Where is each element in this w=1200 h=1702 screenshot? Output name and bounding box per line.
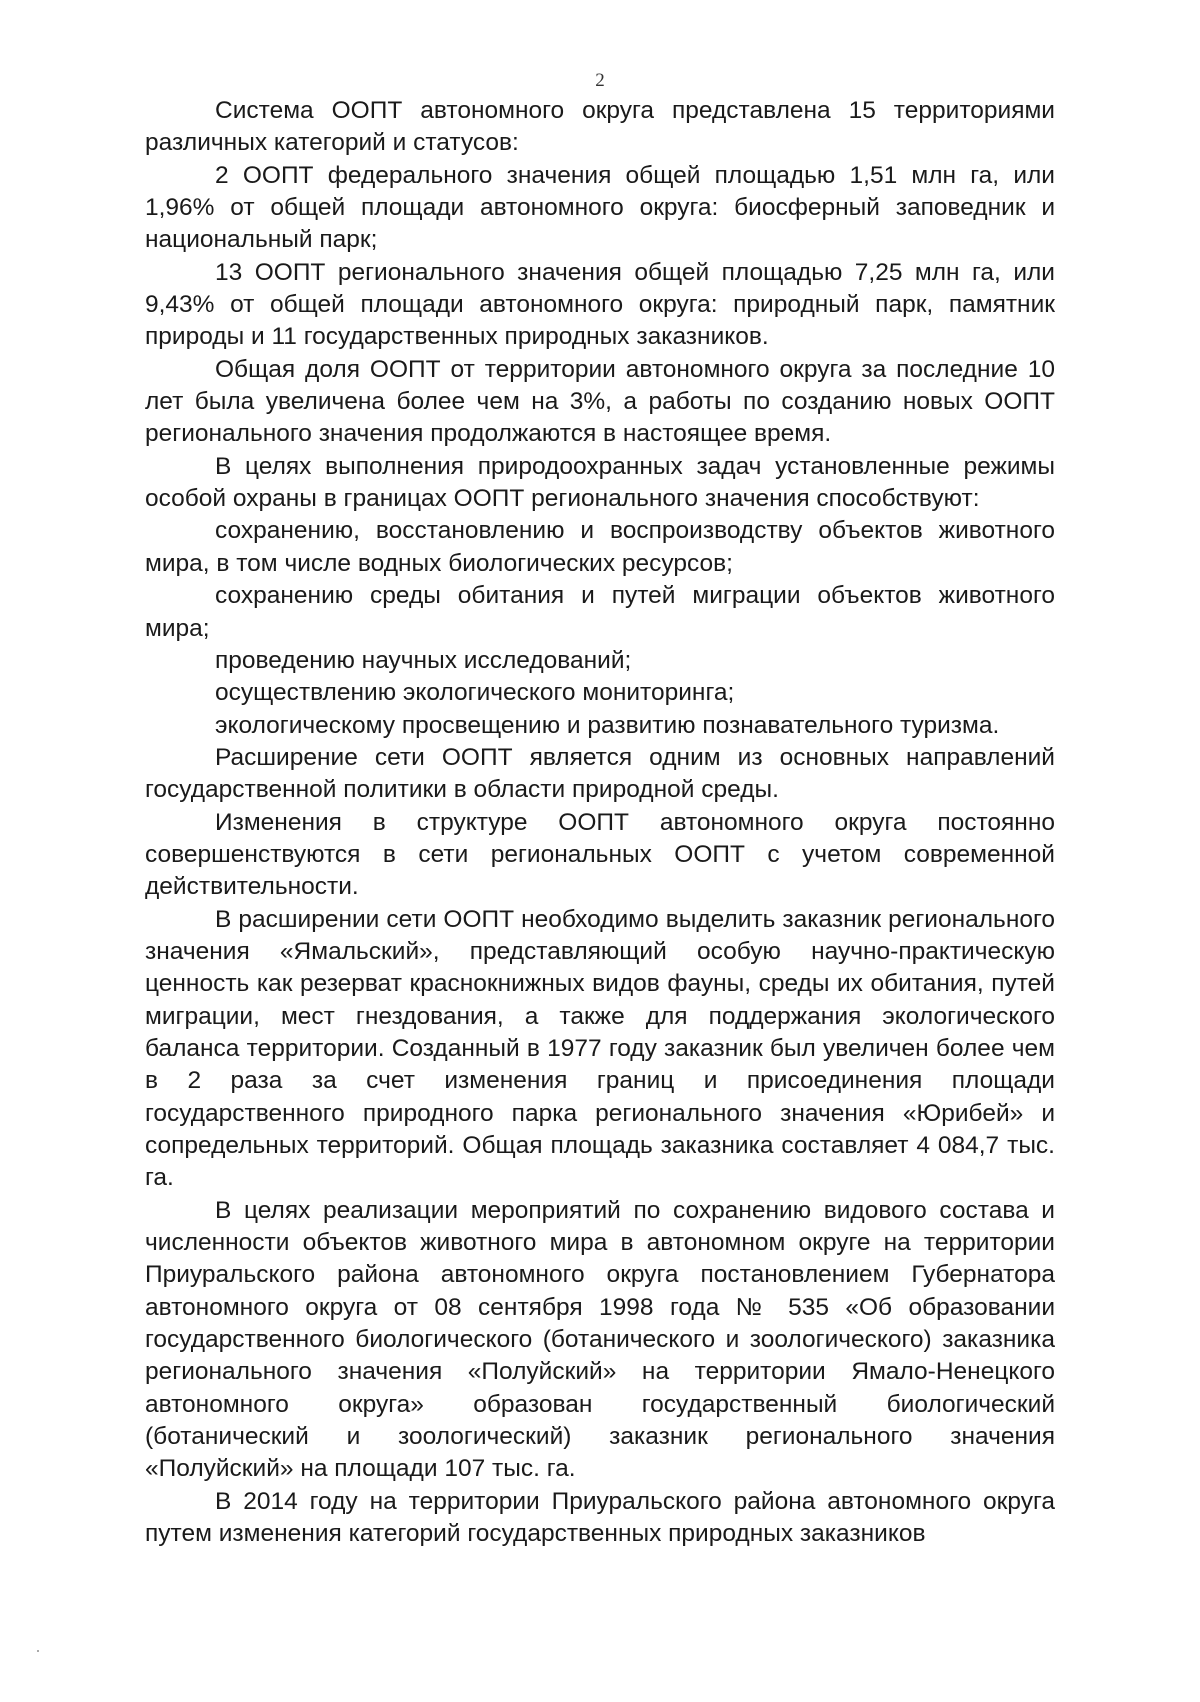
list-item: проведению научных исследований;	[215, 646, 632, 674]
list-item: сохранению, восстановлению и воспроизводству объектов животного мира, в том числе водных биологических ресурсов;	[145, 517, 1055, 577]
paragraph: 13 ООПТ регионального значения общей площадью 7,25 млн га, или 9,43% от общей площади автономного округа: природный парк, памятник природы и 11 государственных природных заказников.	[145, 258, 1055, 351]
paragraph: Общая доля ООПТ от территории автономного округа за последние 10 лет была увеличена более чем на 3%, а работы по созданию новых ООПТ регионального значения продолжаются в настоящее время.	[145, 355, 1055, 448]
paragraph: В расширении сети ООПТ необходимо выделить заказник регионального значения «Ямальский», представляющий особую научно-практическую ценность как резерват краснокнижных видов фауны, среды их обитания, путей миграции, мест гнездования, а также для поддержания экологического баланса территории. Созданный в 1977 году заказник был увеличен более чем в 2 раза за счет изменения границ и присоединения площади государственного природного парка регионального значения «Юрибей» и сопредельных территорий. Общая площадь заказника составляет 4 084,7 тыс. га.	[145, 905, 1055, 1192]
document-body	[145, 95, 1055, 1550]
paragraph: 2 ООПТ федерального значения общей площадью 1,51 млн га, или 1,96% от общей площади автономного округа: биосферный заповедник и национальный парк;	[145, 161, 1055, 254]
paragraph: В целях выполнения природоохранных задач установленные режимы особой охраны в границах ООПТ регионального значения способствуют:	[145, 452, 1055, 513]
paragraph: Система ООПТ автономного округа представлена 15 территориями различных категорий и статусов:	[145, 97, 1055, 157]
paragraph: В 2014 году на территории Приуральского района автономного округа путем изменения категорий государственных природных заказников	[145, 1487, 1055, 1548]
paragraph: Изменения в структуре ООПТ автономного округа постоянно совершенствуются в сети региональных ООПТ с учетом современной действительности.	[145, 808, 1055, 901]
paragraph: В целях реализации мероприятий по сохранению видового состава и численности объектов животного мира в автономном округе на территории Приуральского района автономного округа постановлением Губернатора автономного округа от 08 сентября 1998 года № 535 «Об образовании государственного биологического (ботанического и зоологического) заказника регионального значения «Полуйский» на территории Ямало-Ненецкого автономного округа» образован государственный биологический (ботанический и зоологический) заказник регионального значения «Полуйский» на площади 107 тыс. га.	[145, 1196, 1055, 1483]
list-item: осуществлению экологического мониторинга;	[215, 679, 735, 707]
list-item: экологическому просвещению и развитию познавательного туризма.	[215, 711, 1000, 739]
paragraph: Расширение сети ООПТ является одним из основных направлений государственной политики в области природной среды.	[145, 743, 1055, 804]
list-item: сохранению среды обитания и путей миграции объектов животного мира;	[145, 582, 1055, 642]
scan-artifact	[37, 1650, 39, 1652]
page-number: 2	[595, 70, 605, 91]
